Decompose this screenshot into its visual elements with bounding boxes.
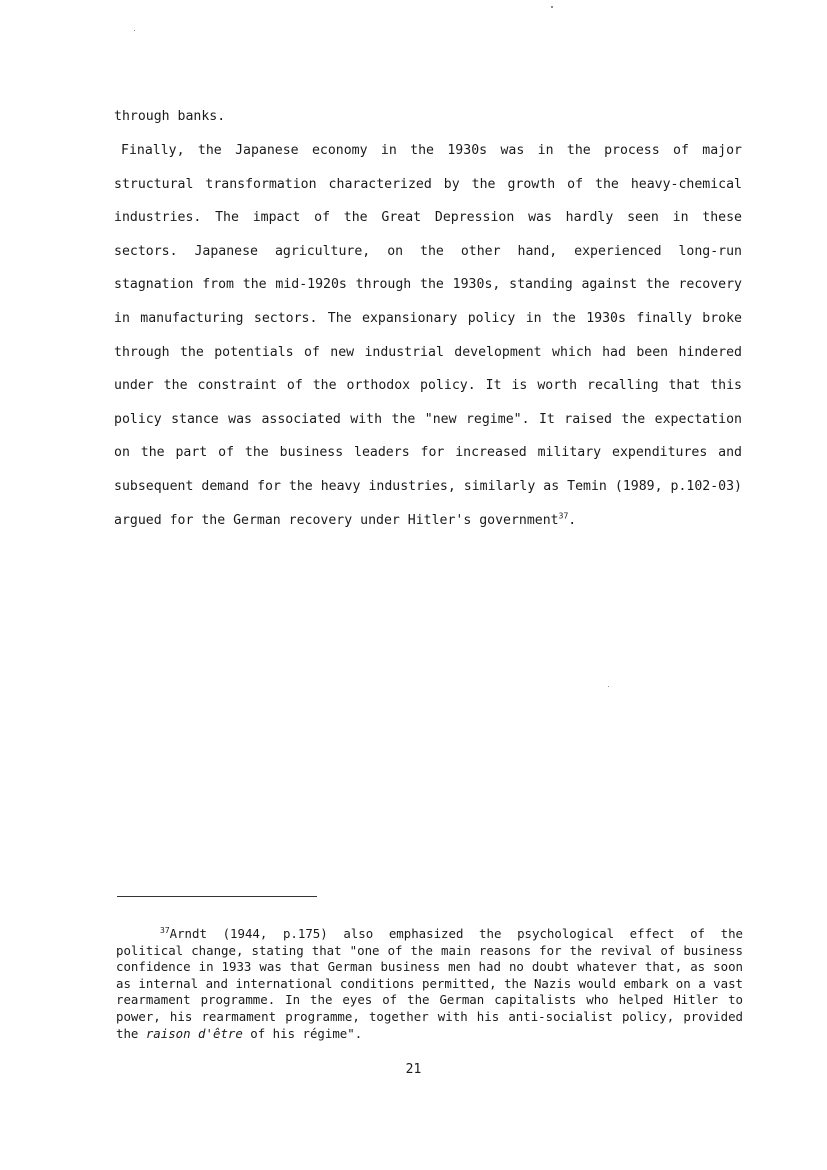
scan-speck <box>608 686 609 687</box>
continued-text-line: through banks. <box>114 109 226 124</box>
footnote-separator <box>117 896 317 897</box>
scan-speck <box>551 6 553 8</box>
scan-speck <box>134 30 135 31</box>
footnote-text-end: of his régime". <box>242 1025 363 1041</box>
footnote-italic-term: raison d'être <box>145 1025 243 1041</box>
footnote-mark: 37 <box>160 925 170 935</box>
paragraph-end: . <box>568 512 577 528</box>
paragraph-body: Finally, the Japanese economy in the 1930s was in the process of major structural transformation characterized by the growth of the heavy-chemical industries. The impact of the Great Depression was hardly seen in these sectors. Japanese agriculture, on the other hand, experienced long-run stagnation from the mid-1920s through the 1930s, standing against the recovery in manufacturing sectors. The expansionary policy in the 1930s finally broke through the potentials of new industrial development which had been hindered under the constraint of the orthodox policy. It is worth recalling that this policy stance was associated with the "new regime". It raised the expectation on the part of the business leaders for increased military expenditures and subsequent demand for the heavy industries, similarly as Temin (1989, p.102-03) argued for the German recovery under Hitler's government <box>114 143 742 528</box>
footnote-reference: 37 <box>558 511 569 521</box>
footnote-text: Arndt (1944, p.175) also emphasized the psychological effect of the political change, stating that "one of the main reasons for the revival of business confidence in 1933 was that German business men had no doubt whatever that, as soon as internal and international conditions permitted, the Nazis would embark on a vast rearmament programme. In the eyes of the German capitalists who helped Hitler to power, his rearmament programme, together with his anti-socialist policy, provided the <box>116 926 743 1041</box>
footnote <box>116 926 743 1042</box>
paragraph-text <box>114 134 742 537</box>
main-paragraph <box>114 134 742 537</box>
page-number: 21 <box>405 1062 422 1077</box>
